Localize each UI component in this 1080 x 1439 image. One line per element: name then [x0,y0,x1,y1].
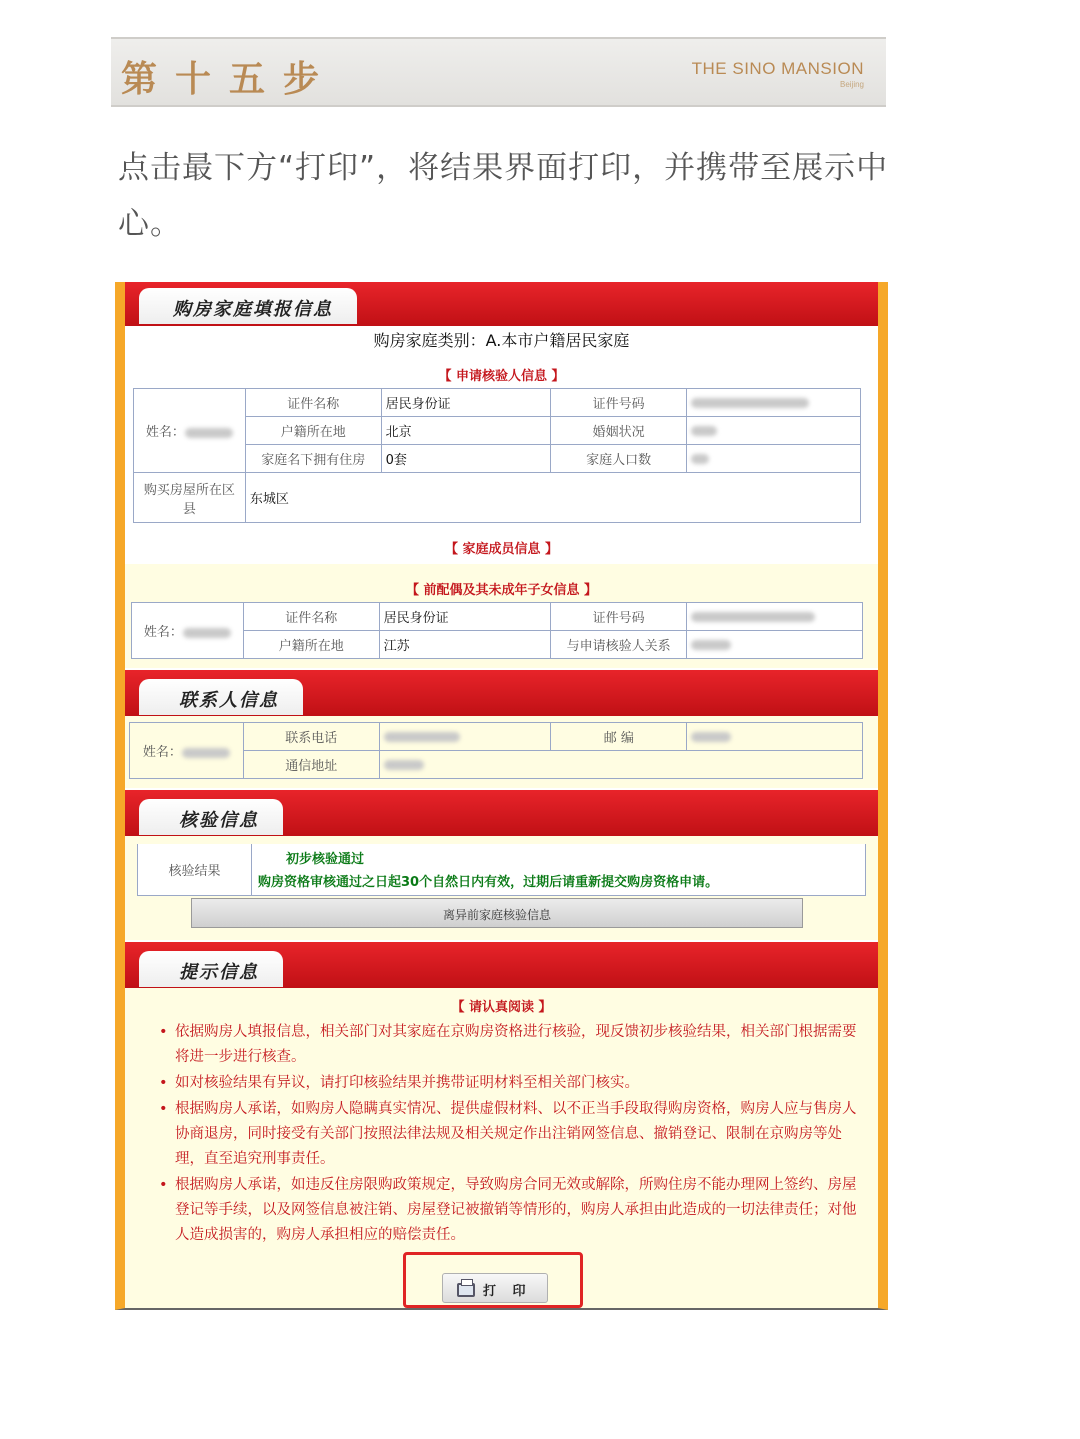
brand-name: THE SINO MANSION [691,59,864,78]
print-button[interactable] [442,1273,548,1303]
redacted-address [384,760,424,770]
contact-table [129,722,863,779]
spouse-id-number-label: 证件号码 [551,603,687,631]
divorce-history-button[interactable]: 离异前家庭核验信息 [191,898,803,928]
print-button-label: 打 印 [483,1284,532,1299]
spouse-id-type-label: 证件名称 [243,603,379,631]
phone-label: 联系电话 [243,723,379,751]
notice-item: • 如对核验结果有异议，请打印核验结果并携带证明材料至相关部门核实。 [155,1071,860,1096]
owned-label: 家庭名下拥有住房 [245,445,381,473]
brand-logo [692,59,864,89]
district-label: 购买房屋所在区县 [134,473,246,523]
check-result-pass: 初步核验通过 [286,852,365,867]
form-screenshot [115,282,888,1310]
zip-value [687,723,863,751]
check-result-note: 购房资格审核通过之日起30个自然日内有效，过期后请重新提交购房资格申请。 [258,875,719,890]
zip-label: 邮 编 [551,723,687,751]
id-type-label: 证件名称 [245,389,381,417]
section-family-tab: 购房家庭填报信息 [139,288,357,324]
print-highlight-frame [403,1252,583,1308]
district-value: 东城区 [245,473,860,523]
owned-value: 0套 [381,445,551,473]
printer-icon [457,1283,475,1297]
id-number-label: 证件号码 [551,389,687,417]
section-contact-header [125,670,878,716]
address-value [379,751,862,779]
contact-name-cell [130,723,244,779]
section-contact-tab: 联系人信息 [139,679,303,715]
spouse-subtitle: 【 前配偶及其未成年子女信息 】 [405,583,598,598]
notice-item: • 根据购房人承诺，如购房人隐瞒真实情况、提供虚假材料、以不正当手段取得购房资格，购房人应与售房人协商退房，同时接受有关部门按照法律法规及相关规定作出注销网签信息、撤销登记、限制在京购房等处理，直至追究刑事责任。 [155,1097,860,1172]
applicant-table [133,388,861,523]
spouse-name-cell [132,603,244,659]
section-notice-tab: 提示信息 [139,951,283,987]
id-number-value [687,389,861,417]
members-label: 家庭人口数 [551,445,687,473]
redacted-spouse-name [183,628,231,638]
marital-label: 婚姻状况 [551,417,687,445]
id-type-value: 居民身份证 [381,389,551,417]
redacted-contact-name [182,748,230,758]
check-result-box [137,844,866,896]
applicant-name-cell [134,389,246,473]
redacted-id-number [691,398,809,408]
relation-value [687,631,863,659]
section-check-header [125,790,878,836]
redacted-members [691,454,709,464]
family-members-subtitle: 【 家庭成员信息 】 [444,542,559,557]
redacted-name [185,428,233,438]
applicant-subtitle: 【 申请核验人信息 】 [438,369,565,384]
address-label: 通信地址 [243,751,379,779]
redacted-spouse-id [691,612,815,622]
spouse-id-type-value: 居民身份证 [379,603,551,631]
redacted-relation [691,640,731,650]
redacted-phone [384,732,460,742]
notice-subtitle: 【 请认真阅读 】 [451,1000,552,1015]
hukou-label: 户籍所在地 [245,417,381,445]
spouse-id-number-value [687,603,863,631]
section-family-header [125,282,878,326]
instruction-text: 点击最下方“打印”，将结果界面打印，并携带至展示中心。 [118,150,889,242]
applicant-name-label: 姓名： [145,425,185,440]
step-banner [111,37,886,107]
notice-item: • 依据购房人填报信息，相关部门对其家庭在京购房资格进行核验，现反馈初步核验结果，相关部门根据需要将进一步进行核查。 [155,1020,860,1070]
brand-sub: Beijing [839,80,864,89]
contact-name-label: 姓名： [142,745,182,760]
members-value [687,445,861,473]
redacted-zip [691,732,731,742]
marital-value [687,417,861,445]
spouse-hukou-label: 户籍所在地 [243,631,379,659]
section-notice-header [125,942,878,988]
spouse-table [131,602,863,659]
notice-item: • 根据购房人承诺，如违反住房限购政策规定，导致购房合同无效或解除，所购住房不能办理网上签约、房屋登记等手续，以及网签信息被注销、房屋登记被撤销等情形的，购房人承担由此造成的一切法律责任；对他人造成损害的，购房人承担相应的赔偿责任。 [155,1173,860,1248]
phone-value [379,723,551,751]
step-title: 第十五步 [121,59,338,100]
notice-list [155,1020,860,1249]
relation-label: 与申请核验人关系 [551,631,687,659]
family-type: 购房家庭类别：A.本市户籍居民家庭 [373,331,630,350]
spouse-hukou-value: 江苏 [379,631,551,659]
check-result-label: 核验结果 [138,844,252,896]
redacted-marital [691,426,717,436]
section-check-tab: 核验信息 [139,799,283,835]
spouse-name-label: 姓名： [143,625,183,640]
hukou-value: 北京 [381,417,551,445]
